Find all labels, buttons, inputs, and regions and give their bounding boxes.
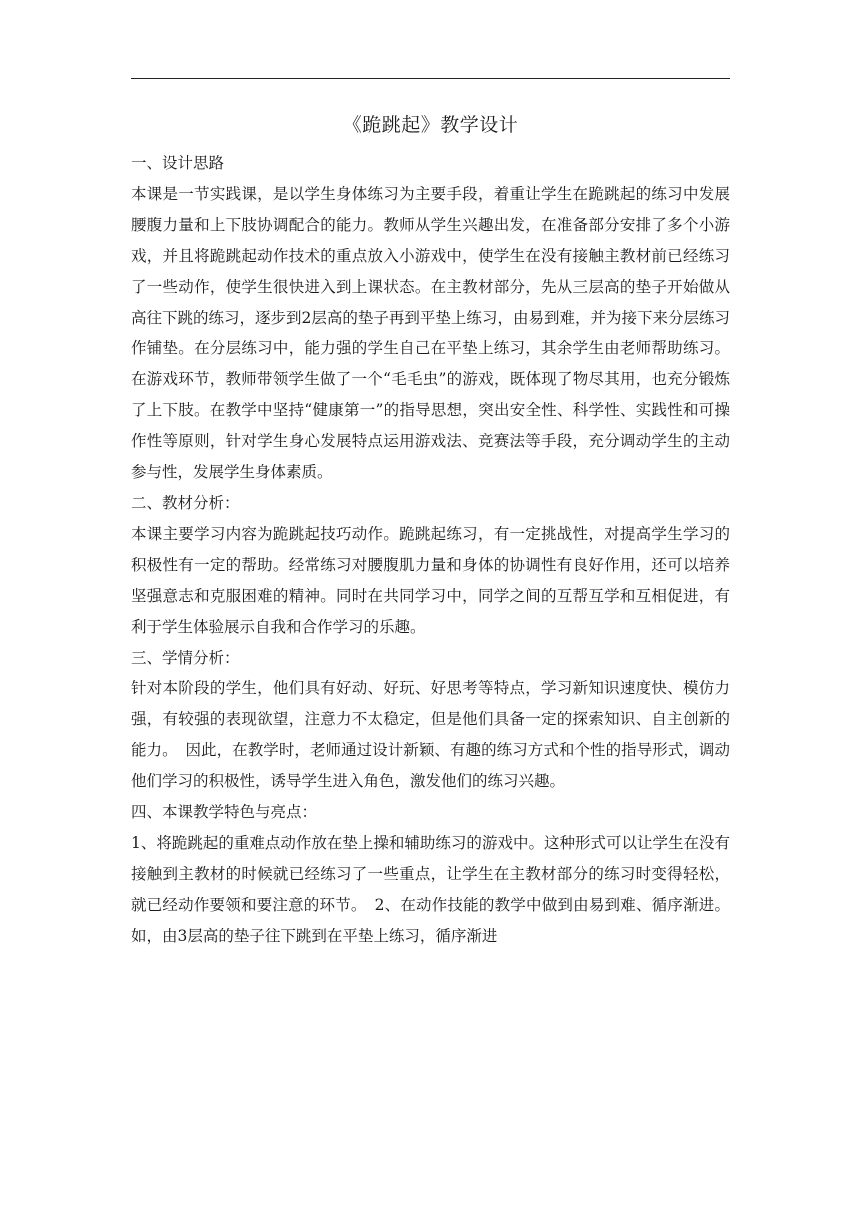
section-heading-features: 四、本课教学特色与亮点： [131, 803, 318, 822]
section-heading-material-analysis: 二、教材分析： [131, 493, 240, 512]
section-paragraph-material-analysis: 本课主要学习内容为跪跳起技巧动作。跪跳起练习，有一定挑战性，对提高学生学习的积极性有一定的帮助。经常练习对腰腹肌力量和身体的协调性有良好作用，还可以培养坚强意志和克服困难的精神。同时在共同学习中，同学之间的互帮互学和互相促进，有利于学生体验展示自我和合作学习的乐趣。 [131, 524, 730, 636]
section-paragraph-features: 1、将跪跳起的重难点动作放在垫上操和辅助练习的游戏中。这种形式可以让学生在没有接触到主教材的时候就已经练习了一些重点，让学生在主教材部分的练习时变得轻松，就已经动作要领和要注意的环节。 2、在动作技能的教学中做到由易到难、循序渐进。如，由3层高的垫子往下跳到在平垫上练习，循序渐进 [131, 833, 730, 945]
document-body [131, 148, 730, 952]
section-paragraph-student-analysis: 针对本阶段的学生，他们具有好动、好玩、好思考等特点，学习新知识速度快、模仿力强，有较强的表现欲望，注意力不太稳定，但是他们具备一定的探索知识、自主创新的能力。 因此，在教学时，老师通过设计新颖、有趣的练习方式和个性的指导形式，调动他们学习的积极性，诱导学生进入角色，激发他们的练习兴趣。 [131, 679, 730, 791]
document-title: 《跪跳起》教学设计 [342, 114, 519, 136]
section-paragraph-design-idea: 本课是一节实践课，是以学生身体练习为主要手段，着重让学生在跪跳起的练习中发展腰腹力量和上下肢协调配合的能力。教师从学生兴趣出发，在准备部分安排了多个小游戏，并且将跪跳起动作技术的重点放入小游戏中，使学生在没有接触主教材前已经练习了一些动作，使学生很快进入到上课状态。在主教材部分，先从三层高的垫子开始做从高往下跳的练习，逐步到2层高的垫子再到平垫上练习，由易到难，并为接下来分层练习作铺垫。在分层练习中，能力强的学生自己在平垫上练习，其余学生由老师帮助练习。在游戏环节，教师带领学生做了一个“毛毛虫”的游戏，既体现了物尽其用，也充分锻炼了上下肢。在教学中坚持“健康第一”的指导思想，突出安全性、科学性、实践性和可操作性等原则，针对学生身心发展特点运用游戏法、竞赛法等手段，充分调动学生的主动参与性，发展学生身体素质。 [131, 184, 730, 482]
section-heading-student-analysis: 三、学情分析： [131, 648, 240, 667]
header-rule [131, 78, 730, 79]
section-heading-design-idea: 一、设计思路 [131, 154, 225, 172]
